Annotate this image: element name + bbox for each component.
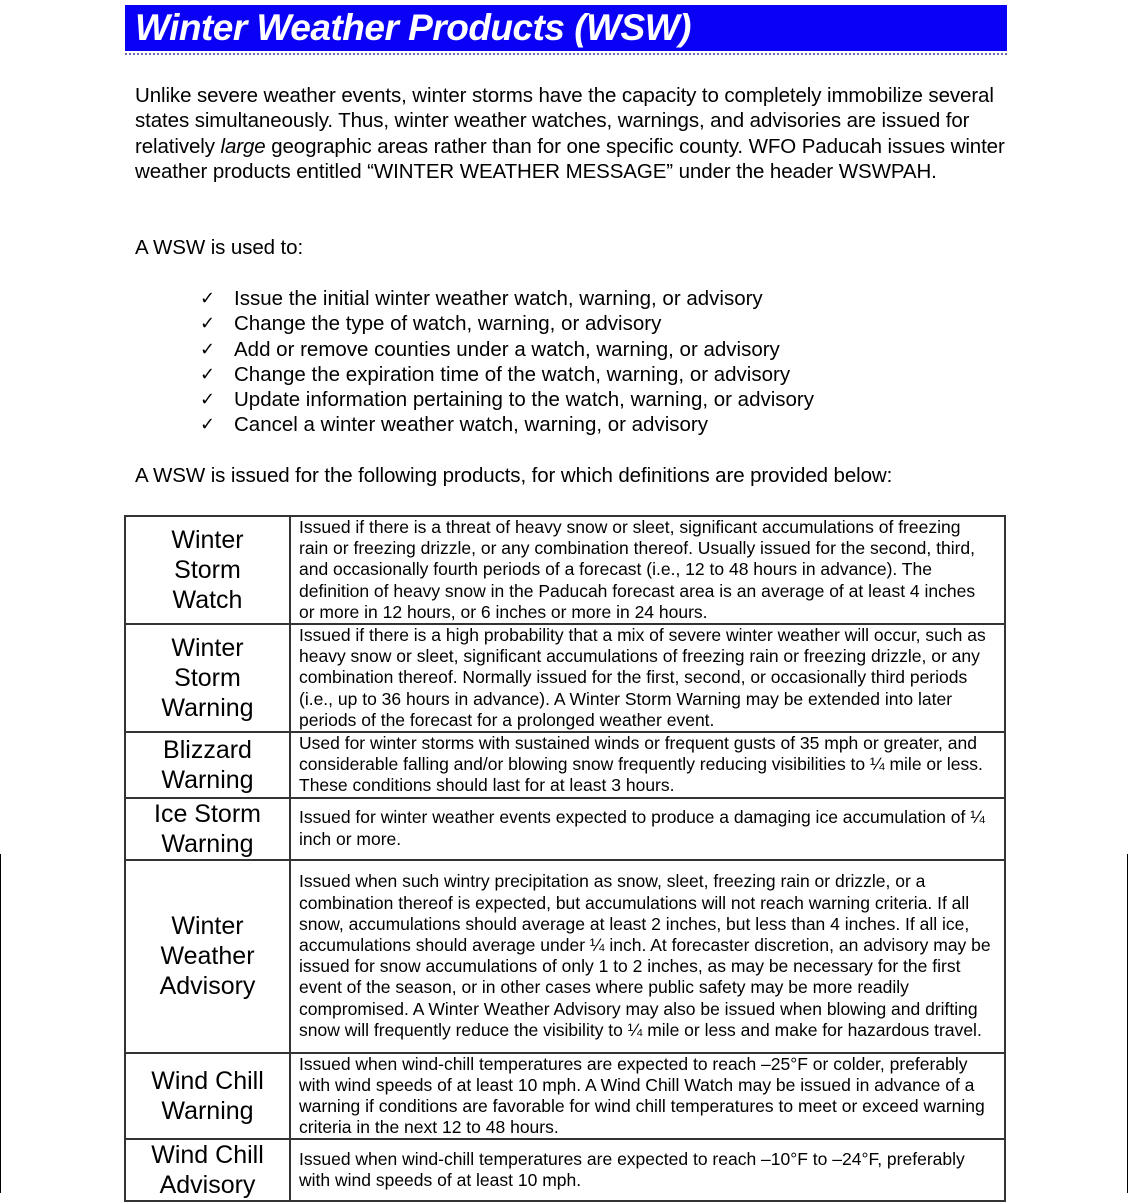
product-description: Issued when wind-chill temperatures are expected to reach –10°F to –24°F, preferably with wind speeds of at least 10 mph. bbox=[290, 1139, 1005, 1201]
table-row bbox=[125, 798, 1005, 860]
page-edge-left bbox=[0, 854, 1, 1193]
page-title: Winter Weather Products (WSW) bbox=[135, 7, 691, 48]
term-line: Weather bbox=[160, 942, 255, 971]
checklist-item-label: Change the type of watch, warning, or advisory bbox=[234, 312, 662, 336]
term-line: Wind Chill bbox=[151, 1067, 264, 1096]
usage-checklist bbox=[200, 286, 814, 438]
checklist-item bbox=[200, 387, 814, 412]
intro-paragraph bbox=[135, 83, 1015, 184]
term-line: Winter bbox=[171, 526, 244, 554]
product-term bbox=[125, 1139, 290, 1201]
intro-text-part2: geographic areas rather than for one specific county. WFO Paducah issues winter weather products entitled “WINTER WEATHER MESSAGE” under the header WSWPAH. bbox=[135, 134, 1005, 183]
checklist-item bbox=[200, 412, 814, 437]
product-term bbox=[125, 798, 290, 860]
table-row bbox=[125, 860, 1005, 1053]
table-row bbox=[125, 516, 1005, 624]
title-bar bbox=[125, 5, 1007, 51]
product-description: Issued when wind-chill temperatures are expected to reach –25°F or colder, preferably with wind speeds of at least 10 mph. A Wind Chill Watch may be issued in advance of a warning if conditions are favorable for wind chill temperatures to meet or exceed warning criteria in the next 12 to 48 hours. bbox=[290, 1053, 1005, 1140]
table-row bbox=[125, 624, 1005, 732]
product-term bbox=[125, 860, 290, 1053]
term-line: Warning bbox=[161, 829, 254, 858]
checkmark-icon: ✓ bbox=[200, 313, 216, 335]
title-underline bbox=[125, 53, 1007, 55]
used-to-heading: A WSW is used to: bbox=[135, 236, 304, 259]
product-description: Issued if there is a high probability that a mix of severe winter weather will occur, such as heavy snow or sleet, significant accumulations of freezing rain or freezing drizzle, or any combination thereof. Normally issued for the first, second, or occasionally third periods (i.e., up to 36 hours in advance). A Winter Storm Warning may be extended into later periods of the forecast for a prolonged weather event. bbox=[290, 624, 1005, 732]
table-row bbox=[125, 732, 1005, 798]
checkmark-icon: ✓ bbox=[200, 338, 216, 360]
product-term bbox=[125, 624, 290, 732]
product-description: Issued for winter weather events expected to produce a damaging ice accumulation of ¼ inch or more. bbox=[290, 798, 1005, 860]
product-term bbox=[125, 516, 290, 624]
checkmark-icon: ✓ bbox=[200, 389, 216, 411]
intro-text-part1: Unlike severe weather events, winter storms have the capacity to completely immobilize several states simultaneously. Thus, winter weather watches, warnings, and advisories are issued for relatively bbox=[135, 84, 994, 158]
definitions-table bbox=[124, 515, 1006, 1202]
term-line: Warning bbox=[161, 694, 254, 723]
product-description: Issued when such wintry precipitation as snow, sleet, freezing rain or drizzle, or a combination thereof is expected, but accumulations will not reach warning criteria. If all snow, accumulations should average at least 2 inches, but less than 4 inches. If all ice, accumulations should average under ¼ inch. At forecaster discretion, an advisory may be issued for snow accumulations of only 1 to 2 inches, as may be necessary for the first event of the season, or in other cases where public safety may be more readily compromised. A Winter Weather Advisory may also be issued when blowing and drifting snow will frequently reduce the visibility to ¼ mile or less and make for hazardous travel. bbox=[290, 860, 1005, 1053]
term-line: Storm bbox=[174, 664, 241, 693]
issued-for-heading: A WSW is issued for the following products, for which definitions are provided below: bbox=[135, 464, 893, 487]
checklist-item-label: Cancel a winter weather watch, warning, or advisory bbox=[234, 413, 708, 437]
intro-emphasis: large bbox=[220, 134, 266, 158]
term-line: Warning bbox=[161, 1097, 254, 1126]
table-row bbox=[125, 1139, 1005, 1201]
checkmark-icon: ✓ bbox=[200, 288, 216, 309]
checkmark-icon: ✓ bbox=[200, 363, 216, 385]
product-description: Used for winter storms with sustained winds or frequent gusts of 35 mph or greater, and considerable falling and/or blowing snow frequently reducing visibilities to ¼ mile or less. These conditions should last for at least 3 hours. bbox=[290, 732, 1005, 798]
term-line: Watch bbox=[172, 586, 243, 614]
checklist-item bbox=[200, 337, 814, 362]
checkmark-icon: ✓ bbox=[200, 414, 216, 436]
checklist-item-label: Issue the initial winter weather watch, warning, or advisory bbox=[234, 287, 763, 310]
term-line: Winter bbox=[171, 634, 244, 663]
checklist-item bbox=[200, 286, 814, 311]
term-line: Storm bbox=[174, 556, 241, 584]
checklist-item-label: Update information pertaining to the watch, warning, or advisory bbox=[234, 388, 815, 412]
term-line: Wind Chill bbox=[151, 1141, 264, 1170]
checklist-item-label: Add or remove counties under a watch, warning, or advisory bbox=[234, 337, 780, 361]
product-term bbox=[125, 732, 290, 798]
product-description: Issued if there is a threat of heavy snow or sleet, significant accumulations of freezing rain or freezing drizzle, or any combination thereof. Usually issued for the second, third, and occasionally fourth periods of a forecast (i.e., 12 to 48 hours in advance). The definition of heavy snow in the Paducah forecast area is an average of at least 4 inches or more in 12 hours, or 6 inches or more in 24 hours. bbox=[290, 516, 1005, 624]
term-line: Winter bbox=[171, 912, 244, 941]
term-line: Warning bbox=[161, 765, 254, 794]
checklist-item-label: Change the expiration time of the watch, warning, or advisory bbox=[234, 362, 791, 386]
checklist-item bbox=[200, 362, 814, 387]
term-line: Ice Storm bbox=[154, 799, 261, 828]
term-line: Advisory bbox=[159, 1171, 256, 1200]
term-line: Advisory bbox=[159, 972, 256, 1001]
checklist-item bbox=[200, 311, 814, 336]
product-term bbox=[125, 1053, 290, 1140]
term-line: Blizzard bbox=[163, 735, 252, 764]
table-row bbox=[125, 1053, 1005, 1140]
